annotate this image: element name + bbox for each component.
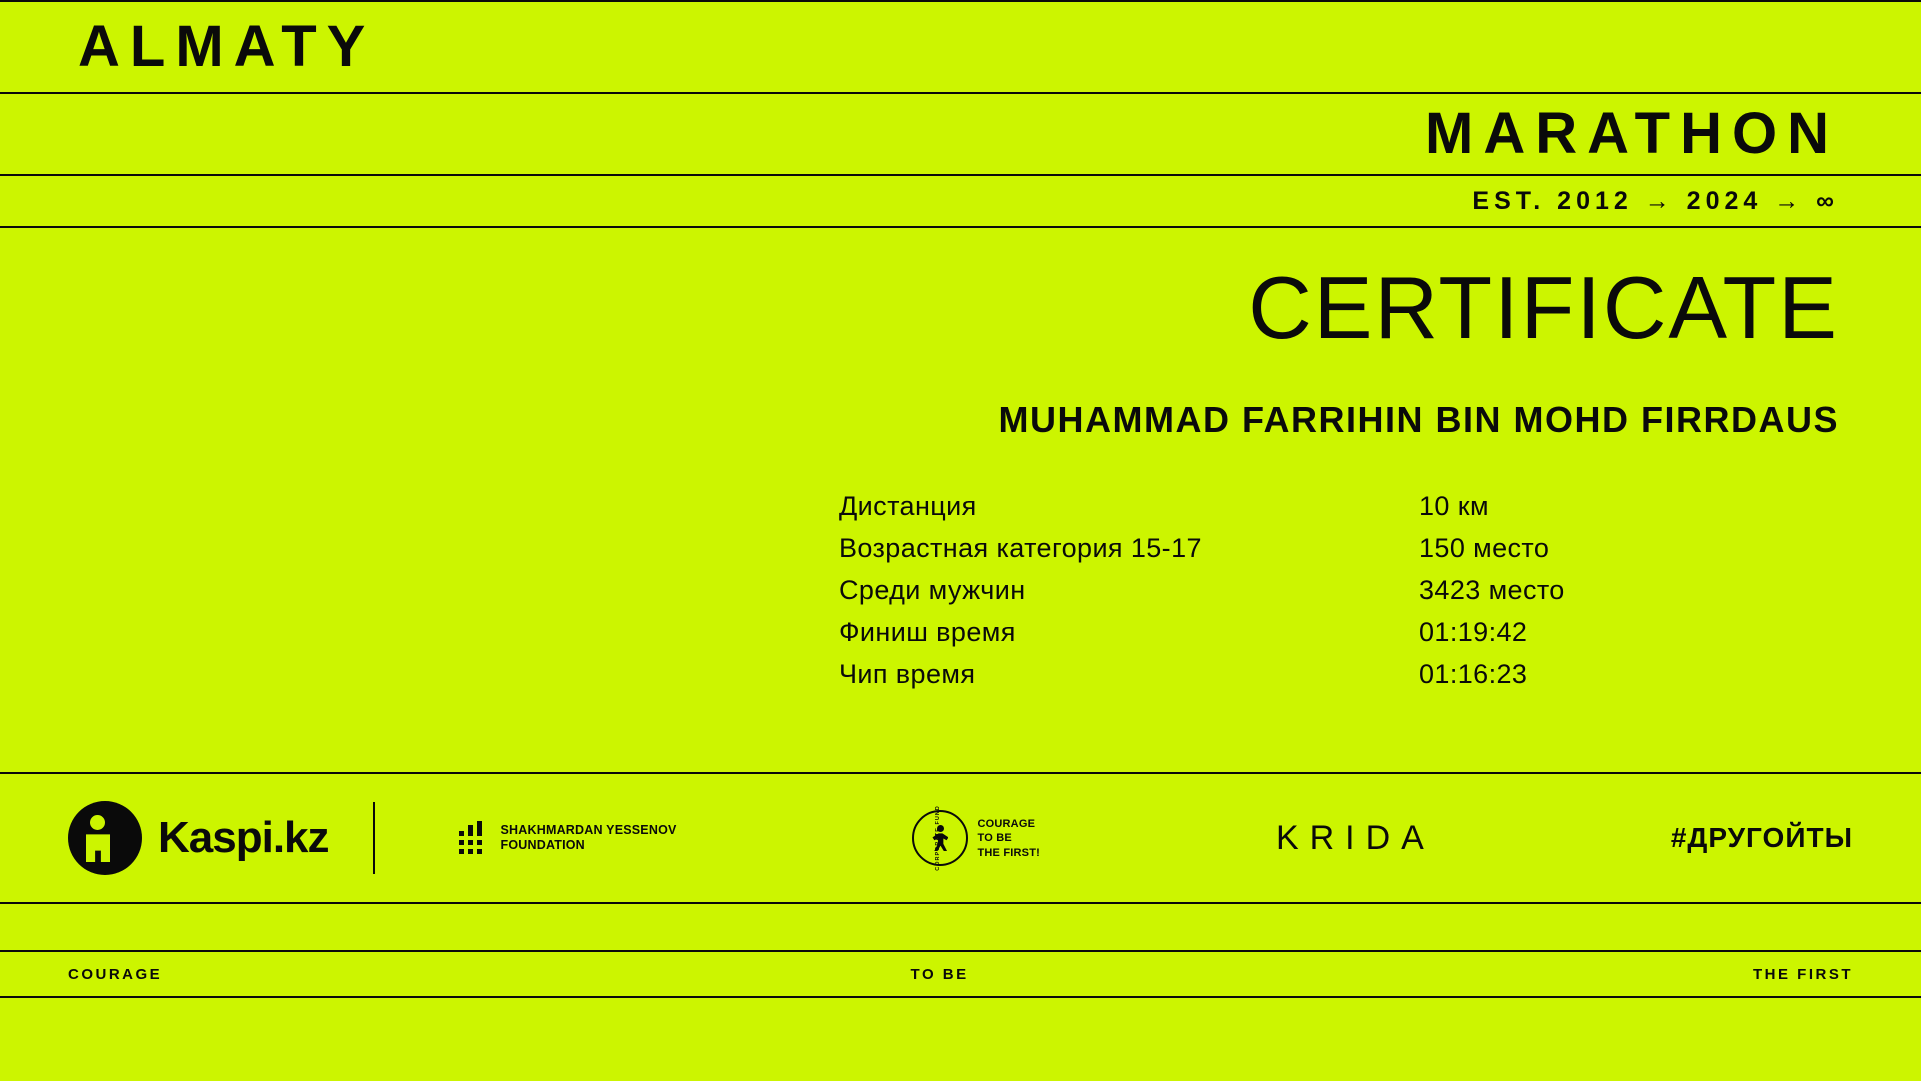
yessenov-line2: FOUNDATION: [500, 838, 585, 853]
courage-fund-line2: TO BE: [977, 832, 1012, 845]
courage-fund-icon: [912, 810, 968, 866]
certificate-header: [0, 2, 1921, 228]
certificate-body: [0, 228, 1921, 772]
footer-left: COURAGE: [68, 965, 163, 983]
result-value: 01:16:23: [1419, 658, 1528, 689]
brand-line-marathon: MARATHON: [1425, 101, 1839, 166]
established-text: EST. 2012 → 2024 → ∞: [1472, 186, 1839, 215]
courage-fund-line3: THE FIRST!: [977, 846, 1040, 859]
results-table: [839, 491, 1839, 690]
page-title: CERTIFICATE: [1248, 258, 1839, 357]
brand-line-almaty: ALMATY: [78, 14, 376, 79]
result-label: Чип время: [839, 658, 976, 689]
courage-fund-label: [977, 817, 1040, 860]
sponsor-courage-fund: [912, 810, 1040, 866]
result-label: Финиш время: [839, 616, 1016, 647]
header-band-marathon: [0, 94, 1921, 174]
result-value: 3423 место: [1419, 574, 1565, 605]
sponsor-row: [0, 774, 1921, 902]
sponsor-drugoity: #ДРУГОЙТЫ: [1670, 822, 1853, 854]
footer-spacer: [0, 904, 1921, 950]
athlete-name: MUHAMMAD FARRIHIN BIN MOHD FIRRDAUS: [998, 398, 1839, 440]
footer-tagline: [0, 952, 1921, 996]
bottom-spacer: [0, 998, 1921, 1081]
result-label: Среди мужчин: [839, 574, 1026, 605]
result-value: 150 место: [1419, 532, 1550, 563]
result-value: 10 км: [1419, 490, 1489, 521]
sponsor-krida: KRIDA: [1275, 818, 1435, 857]
kaspi-logo-icon: [68, 801, 142, 875]
result-label: Возрастная категория 15-17: [839, 532, 1202, 563]
courage-fund-line1: COURAGE: [977, 817, 1036, 830]
footer-middle: TO BE: [910, 965, 969, 983]
result-label: Дистанция: [839, 490, 977, 521]
yessenov-line1: SHAKHMARDAN YESSENOV: [500, 822, 677, 837]
result-value: 01:19:42: [1419, 616, 1528, 647]
yessenov-foundation-icon: [459, 821, 489, 855]
header-band-almaty: [0, 2, 1921, 92]
sponsor-divider: [373, 802, 375, 874]
header-band-established: [0, 176, 1921, 226]
yessenov-label: [501, 823, 677, 854]
sponsor-yessenov: [459, 821, 677, 855]
footer-right: THE FIRST: [1753, 965, 1853, 983]
sponsor-kaspi: [68, 801, 329, 875]
kaspi-label: Kaspi.kz: [158, 813, 329, 863]
